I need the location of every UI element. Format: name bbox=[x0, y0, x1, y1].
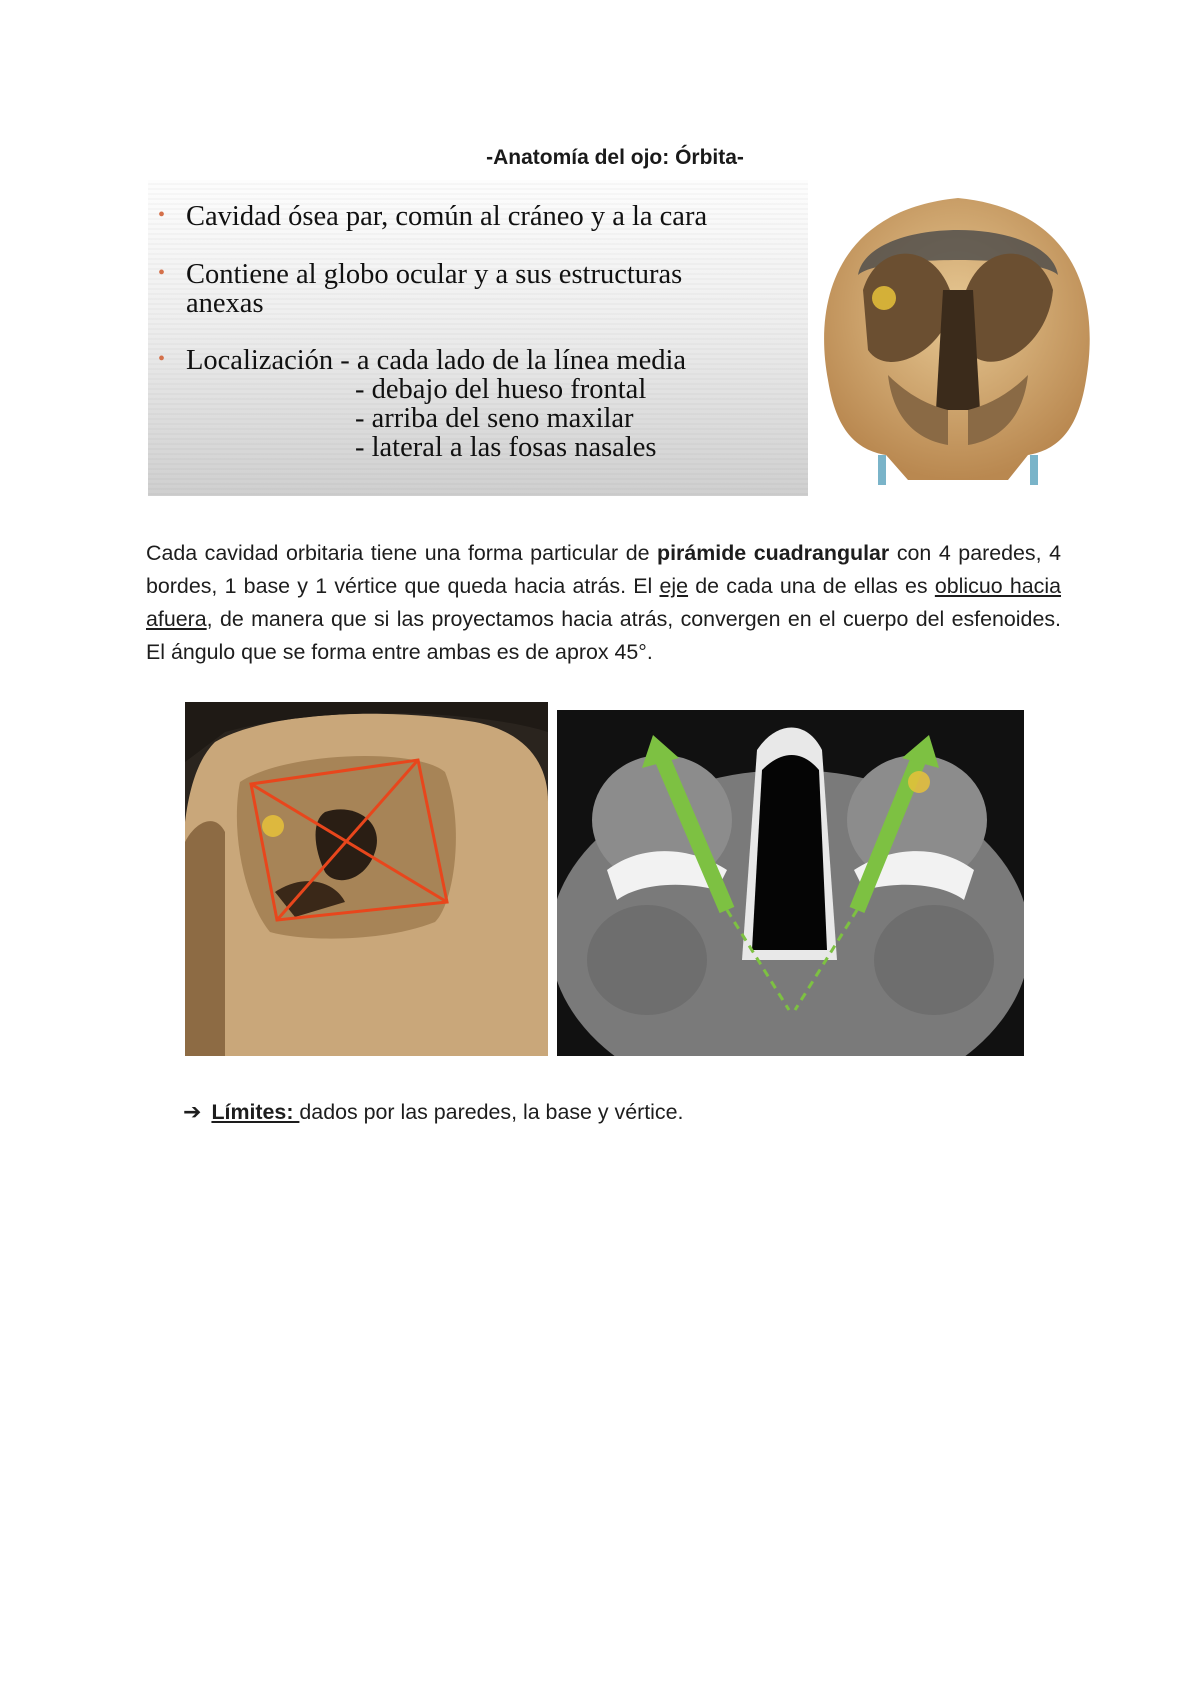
skull-drawing bbox=[808, 180, 1106, 496]
document-title: -Anatomía del ojo: Órbita- bbox=[486, 146, 744, 169]
ct-scan-image bbox=[557, 710, 1024, 1056]
location-line: - arriba del seno maxilar bbox=[355, 403, 634, 434]
slide-bullet: • Contiene al globo ocular y a sus estructuras anexas bbox=[158, 259, 683, 319]
bullet-dot-icon: • bbox=[158, 348, 166, 370]
underlined-term: oblicuo hacia afuera bbox=[146, 574, 1062, 631]
bullet-dot-icon: • bbox=[158, 262, 166, 284]
limits-text: dados por las paredes, la base y vértice. bbox=[299, 1100, 684, 1124]
slide-bullet: • Cavidad ósea par, común al cráneo y a la cara bbox=[158, 201, 708, 232]
slide-text-panel bbox=[148, 180, 808, 496]
underlined-term: eje bbox=[659, 574, 689, 598]
pyramid-diagram bbox=[185, 702, 548, 1056]
slide-image bbox=[148, 180, 1106, 496]
location-line: - debajo del hueso frontal bbox=[355, 374, 647, 405]
ct-axial-diagram bbox=[557, 710, 1024, 1056]
description-paragraph: Cada cavidad orbitaria tiene una forma particular de pirámide cuadrangular con 4 paredes, 4 bordes, 1 base y 1 vértice que queda hacia atrás. El eje de cada una de ellas es oblicuo hacia afuera, de manera que si las proyectamos hacia atrás, convergen en el cuerpo del esfenoides. El ángulo que se forma entre ambas es de aprox 45°. bbox=[146, 541, 1062, 664]
arrow-right-icon: ➔ bbox=[183, 1099, 202, 1124]
location-line: - lateral a las fosas nasales bbox=[355, 432, 657, 463]
bold-term: pirámide cuadrangular bbox=[657, 541, 890, 565]
limits-line bbox=[183, 1099, 683, 1125]
skull-illustration bbox=[808, 180, 1106, 496]
limits-label: Límites: bbox=[211, 1100, 300, 1124]
orbit-pyramid-photo bbox=[185, 702, 548, 1056]
slide-bullet: • Localización - a cada lado de la línea media bbox=[158, 345, 687, 376]
bullet-dot-icon: • bbox=[158, 204, 166, 226]
